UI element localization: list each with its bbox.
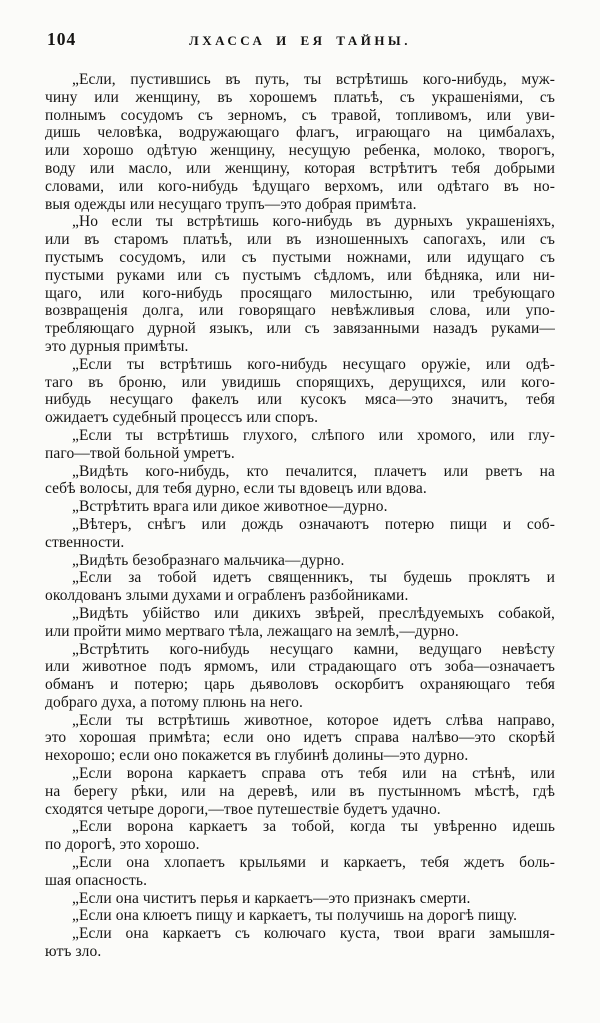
text-line: „Видѣть безобразнаго мальчика—дурно. <box>72 551 345 569</box>
text-line: „Если ворона каркаетъ справа отъ тебя или на стѣнѣ, или <box>72 765 555 783</box>
running-title: ЛХАССА И ЕЯ ТАЙНЫ. <box>189 33 411 48</box>
paragraph <box>45 516 555 552</box>
text-line: „Если ты встрѣтишь глухого, слѣпого или хромого, или глу- <box>72 426 555 444</box>
text-line: таго въ броню, или увидишь спорящихъ, дерущихся, или кого- <box>45 373 555 391</box>
page-number: 104 <box>47 29 77 49</box>
text-line: нехорошо; если оно покажется въ глубинѣ долины—это дурно. <box>45 747 469 765</box>
text-line: нибудь несущаго факелъ или кусокъ мяса—это значитъ, тебя <box>45 391 555 409</box>
paragraph <box>45 765 555 818</box>
text-line: пустыми руками или съ пустымъ сѣдломъ, или бѣдняка, или ни- <box>45 266 555 284</box>
text-line: ожидаетъ судебный процессъ или споръ. <box>45 409 319 427</box>
paragraph <box>45 641 555 712</box>
text-line: выя одежды или несущаго трупъ—это добрая примѣта. <box>45 195 417 213</box>
text-line: словами, или кого-нибудь ѣдущаго верхомъ, или одѣтаго въ но- <box>45 177 555 195</box>
paragraph <box>45 463 555 499</box>
text-line: шая опасность. <box>45 871 148 889</box>
text-line: „Если она чиститъ перья и каркаетъ—это признакъ смерти. <box>72 889 471 907</box>
text-line: это дурныя примѣты. <box>45 337 189 355</box>
text-line: „Но если ты встрѣтишь кого-нибудь въ дурныхъ украшеніяхъ, <box>72 213 555 231</box>
text-line: полнымъ сосудомъ съ зерномъ, съ травой, топливомъ, или уви- <box>45 106 555 124</box>
paragraph <box>45 712 555 765</box>
paragraph <box>45 890 555 908</box>
text-line: сходятся четыре дороги,—твое путешествіе будетъ удачно. <box>45 800 441 818</box>
text-line: или животное подъ ярмомъ, или страдающаго отъ зоба—означаетъ <box>45 658 555 676</box>
text-line: „Видѣть кого-нибудь, кто печалится, плачетъ или рветъ на <box>72 462 555 480</box>
paragraph <box>45 907 555 925</box>
text-line: „Если ты встрѣтишь животное, которое идетъ слѣва направо, <box>72 711 555 729</box>
text-line: „Если она клюетъ пищу и каркаетъ, ты получишь на дорогѣ пищу. <box>72 907 518 925</box>
text-line: или въ старомъ платьѣ, или въ изношенныхъ сапогахъ, или съ <box>45 231 555 249</box>
page-header <box>45 29 555 53</box>
text-line: „Если ты встрѣтишь кого-нибудь несущаго оружіе, или одѣ- <box>72 355 555 373</box>
text-line: пустымъ сосудомъ, или съ пустыми ножнами, или идущаго съ <box>45 248 555 266</box>
text-line: воду или масло, или женщину, которая встрѣтитъ тебя добрыми <box>45 159 555 177</box>
text-line: ютъ зло. <box>45 943 102 961</box>
paragraph <box>45 427 555 463</box>
text-line: „Если за тобой идетъ священникъ, ты будешь проклятъ и <box>72 569 555 587</box>
text-line: „Если ворона каркаетъ за тобой, когда ты увѣренно идешь <box>72 818 555 836</box>
text-line: „Встрѣтить врага или дикое животное—дурно. <box>72 498 388 516</box>
text-line: требляющаго дурной языкъ, или съ завязанными назадъ руками— <box>45 320 555 338</box>
paragraph <box>45 71 555 213</box>
text-line: „Вѣтеръ, снѣгъ или дождь означаютъ потерю пищи и соб- <box>72 515 555 533</box>
paragraph <box>45 818 555 854</box>
text-line: это хорошая примѣта; если оно идетъ справа налѣво—это скорѣй <box>45 729 555 747</box>
paragraph <box>45 356 555 427</box>
text-line: „Если она каркаетъ съ колючаго куста, твои враги замышля- <box>72 925 555 943</box>
text-block <box>45 71 555 961</box>
text-line: паго—твой больной умретъ. <box>45 444 235 462</box>
text-line: себѣ волосы, для тебя дурно, если ты вдовецъ или вдова. <box>45 480 427 498</box>
paragraph <box>45 605 555 641</box>
text-line: или пройти мимо мертваго тѣла, лежащаго на землѣ,—дурно. <box>45 622 459 640</box>
text-line: обманъ и потерю; царь дьяволовъ оскорбитъ охраняющаго тебя <box>45 676 555 694</box>
text-line: щаго, или кого-нибудь просящаго милостыню, или требующаго <box>45 284 555 302</box>
text-line: добраго духа, а потому плюнь на него. <box>45 693 303 711</box>
paragraph <box>45 498 555 516</box>
text-line: или хорошо одѣтую женщину, несущую ребенка, молоко, творогъ, <box>45 142 555 160</box>
paragraph <box>45 854 555 890</box>
text-line: околдованъ злыми духами и ограбленъ разбойниками. <box>45 587 409 605</box>
text-line: чину или женщину, въ хорошемъ платьѣ, съ украшеніями, съ <box>45 88 555 106</box>
paragraph <box>45 552 555 570</box>
text-line: „Если она хлопаетъ крыльями и каркаетъ, тебя ждетъ боль- <box>72 854 555 872</box>
text-line: ственности. <box>45 533 125 551</box>
text-line: дишь человѣка, водружающаго флагъ, играющаго на цимбалахъ, <box>45 124 555 142</box>
paragraph <box>45 569 555 605</box>
paragraph <box>45 213 555 355</box>
text-line: „Если, пустившись въ путь, ты встрѣтишь кого-нибудь, муж- <box>72 71 555 88</box>
text-line: по дорогѣ, это хорошо. <box>45 836 200 854</box>
text-line: возвращенія долга, или говорящаго невѣжливыя слова, или упо- <box>45 302 555 320</box>
paragraph <box>45 925 555 961</box>
text-line: на берегу рѣки, или на деревѣ, или въ пустынномъ мѣстѣ, гдѣ <box>45 782 555 800</box>
text-line: „Встрѣтить кого-нибудь несущаго камни, ведущаго невѣсту <box>72 640 555 658</box>
text-line: „Видѣть убійство или дикихъ звѣрей, преслѣдуемыхъ собакой, <box>72 604 555 622</box>
